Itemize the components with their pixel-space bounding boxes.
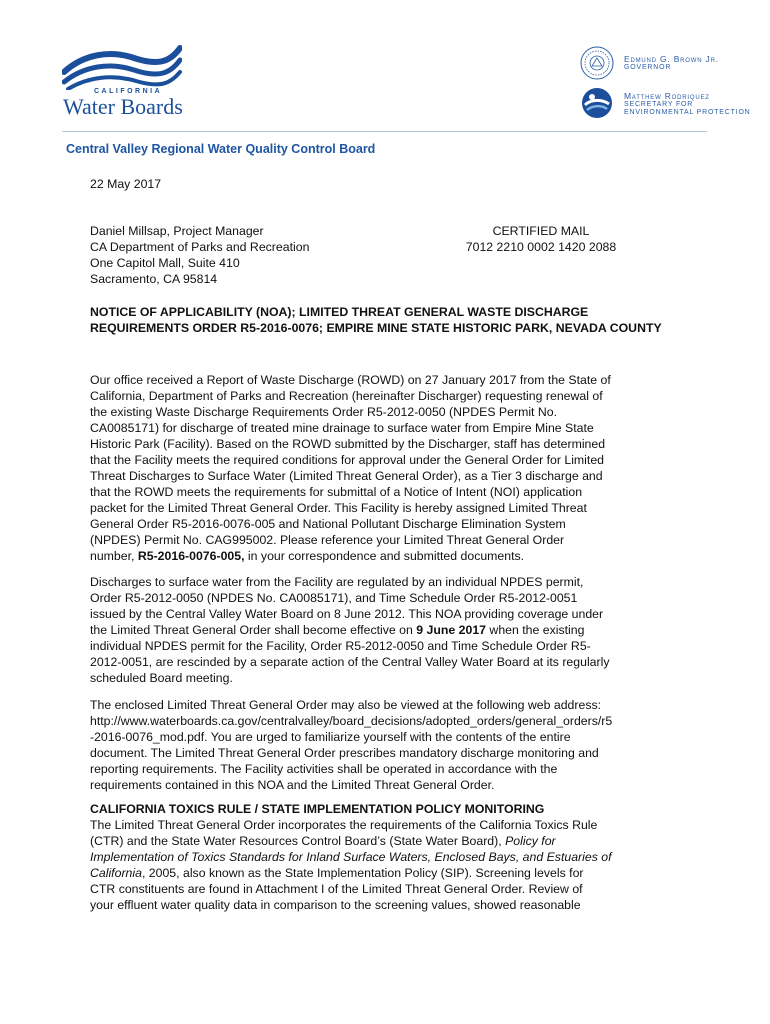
order-url-line: http://www.waterboards.ca.gov/centralvalley/board_decisions/adopted_orders/general_orders/r5	[90, 714, 613, 728]
paragraph-line	[90, 865, 684, 881]
policy-title-italic: California	[90, 866, 142, 880]
paragraph-line: Order R5-2012-0050 (NPDES No. CA0085171), and Time Schedule Order R5-2012-0051	[90, 591, 578, 605]
text-run: the Limited Threat General Order shall become effective on	[90, 623, 417, 637]
logo-name: Water Boards	[63, 94, 183, 119]
paragraph-line: California, Department of Parks and Recreation (hereinafter Discharger) requesting renewal of	[90, 389, 603, 403]
paragraph-line: General Order R5-2016-0076-005 and National Pollutant Discharge Elimination System	[90, 517, 566, 531]
header-divider	[62, 131, 707, 132]
secretary-block	[624, 92, 751, 118]
effective-date-emphasis: 9 June 2017	[416, 623, 487, 637]
recipient-line: CA Department of Parks and Recreation	[90, 240, 310, 254]
paragraph-line: scheduled Board meeting.	[90, 671, 233, 685]
state-seal-icon	[580, 46, 614, 80]
paragraph-line: -2016-0076_mod.pdf. You are urged to familiarize yourself with the contents of the entire	[90, 730, 571, 744]
paragraph-line: 2012-0051, are rescinded by a separate action of the Central Valley Water Board at its regularly	[90, 655, 610, 669]
governor-block	[624, 55, 719, 72]
secretary-name: Matthew Rodriquez	[624, 91, 710, 101]
paragraph-line: The Limited Threat General Order incorporates the requirements of the California Toxics Rule	[90, 818, 598, 832]
text-run: , 2005, also known as the State Implementation Policy (SIP). Screening levels for	[141, 866, 584, 880]
text-run: when the existing	[486, 623, 585, 637]
text-run: (CTR) and the State Water Resources Control Board’s (State Water Board),	[90, 834, 506, 848]
paragraph-line: individual NPDES permit for the Facility, Order R5-2012-0050 and Time Schedule Order R5-	[90, 639, 591, 653]
policy-title-italic: Implementation of Toxics Standards for Inland Surface Waters, Enclosed Bays, and Estuaries of	[90, 850, 612, 864]
secretary-title-line-2: ENVIRONMENTAL PROTECTION	[624, 109, 751, 116]
recipient-address	[90, 223, 309, 287]
paragraph-line: Our office received a Report of Waste Discharge (ROWD) on 27 January 2017 from the State of	[90, 373, 611, 387]
paragraph-line: CTR constituents are found in Attachment I of the Limited Threat General Order. Review of	[90, 882, 583, 896]
order-number-emphasis: R5-2016-0076-005,	[137, 549, 245, 563]
recipient-line: Sacramento, CA 95814	[90, 272, 218, 286]
paragraph-line: The enclosed Limited Threat General Order may also be viewed at the following web address:	[90, 698, 602, 712]
certified-mail-label: CERTIFIED MAIL	[492, 224, 590, 238]
paragraph-line	[90, 548, 684, 564]
paragraph-line: CA0085171) for discharge of treated mine drainage to surface water from Empire Mine State	[90, 421, 594, 435]
paragraph-discharges	[90, 574, 684, 686]
certified-mail-block	[455, 223, 627, 255]
paragraph-line: that the Facility meets the required conditions for approval under the General Order for Limited	[90, 453, 605, 467]
paragraph-line: Threat Discharges to Surface Water (Limited Threat General Order), as a Tier 3 discharge and	[90, 469, 603, 483]
paragraph-line	[90, 622, 684, 638]
governor-name: Edmund G. Brown Jr.	[624, 54, 719, 64]
paragraph-ctr-sip	[90, 817, 684, 913]
letter-subject: NOTICE OF APPLICABILITY (NOA); LIMITED THREAT GENERAL WASTE DISCHARGE REQUIREMENTS ORDER R5-2016-0076; EMPIRE MINE STATE HISTORIC PARK, NEVADA COUNTY	[90, 305, 662, 335]
policy-title-italic: Policy for	[505, 834, 556, 848]
paragraph-line	[90, 833, 684, 849]
text-run: in your correspondence and submitted documents.	[244, 549, 525, 563]
paragraph-web-address	[90, 697, 684, 793]
paragraph-line: requirements contained in this NOA and the Limited Threat General Order.	[90, 778, 495, 792]
paragraph-line	[90, 849, 684, 865]
paragraph-line: packet for the Limited Threat General Order. This Facility is hereby assigned Limited Threat	[90, 501, 587, 515]
paragraph-line: issued by the Central Valley Water Board on 8 June 2012. This NOA providing coverage under	[90, 607, 604, 621]
governor-title: GOVERNOR	[624, 63, 672, 71]
letter-date: 22 May 2017	[90, 177, 162, 191]
paragraph-line: document. The Limited Threat General Order prescribes mandatory discharge monitoring and	[90, 746, 599, 760]
paragraph-line: that the ROWD meets the requirements for submittal of a Notice of Intent (NOI) application	[90, 485, 583, 499]
water-boards-wave-logo-icon	[62, 44, 182, 90]
text-run: number,	[90, 549, 138, 563]
paragraph-line: Discharges to surface water from the Facility are regulated by an individual NPDES permit,	[90, 575, 584, 589]
recipient-line: Daniel Millsap, Project Manager	[90, 224, 264, 238]
paragraph-rowd	[90, 372, 684, 564]
board-name: Central Valley Regional Water Quality Control Board	[66, 142, 376, 156]
paragraph-line: your effluent water quality data in comparison to the screening values, showed reasonable	[90, 898, 581, 912]
paragraph-line: (NPDES) Permit No. CAG995002. Please reference your Limited Threat General Order	[90, 533, 565, 547]
section-heading: CALIFORNIA TOXICS RULE / STATE IMPLEMENTATION POLICY MONITORING	[90, 802, 545, 816]
recipient-line: One Capitol Mall, Suite 410	[90, 256, 240, 270]
paragraph-line: Historic Park (Facility). Based on the ROWD submitted by the Discharger, staff has determined	[90, 437, 606, 451]
paragraph-line: the existing Waste Discharge Requirements Order R5-2012-0050 (NPDES Permit No.	[90, 405, 558, 419]
secretary-title-line-1: SECRETARY FOR	[624, 100, 694, 108]
calepa-logo-icon	[580, 86, 614, 120]
certified-mail-number: 7012 2210 0002 1420 2088	[465, 240, 617, 254]
paragraph-line: reporting requirements. The Facility activities shall be operated in accordance with the	[90, 762, 558, 776]
logo-state-text: CALIFORNIA	[94, 88, 163, 95]
